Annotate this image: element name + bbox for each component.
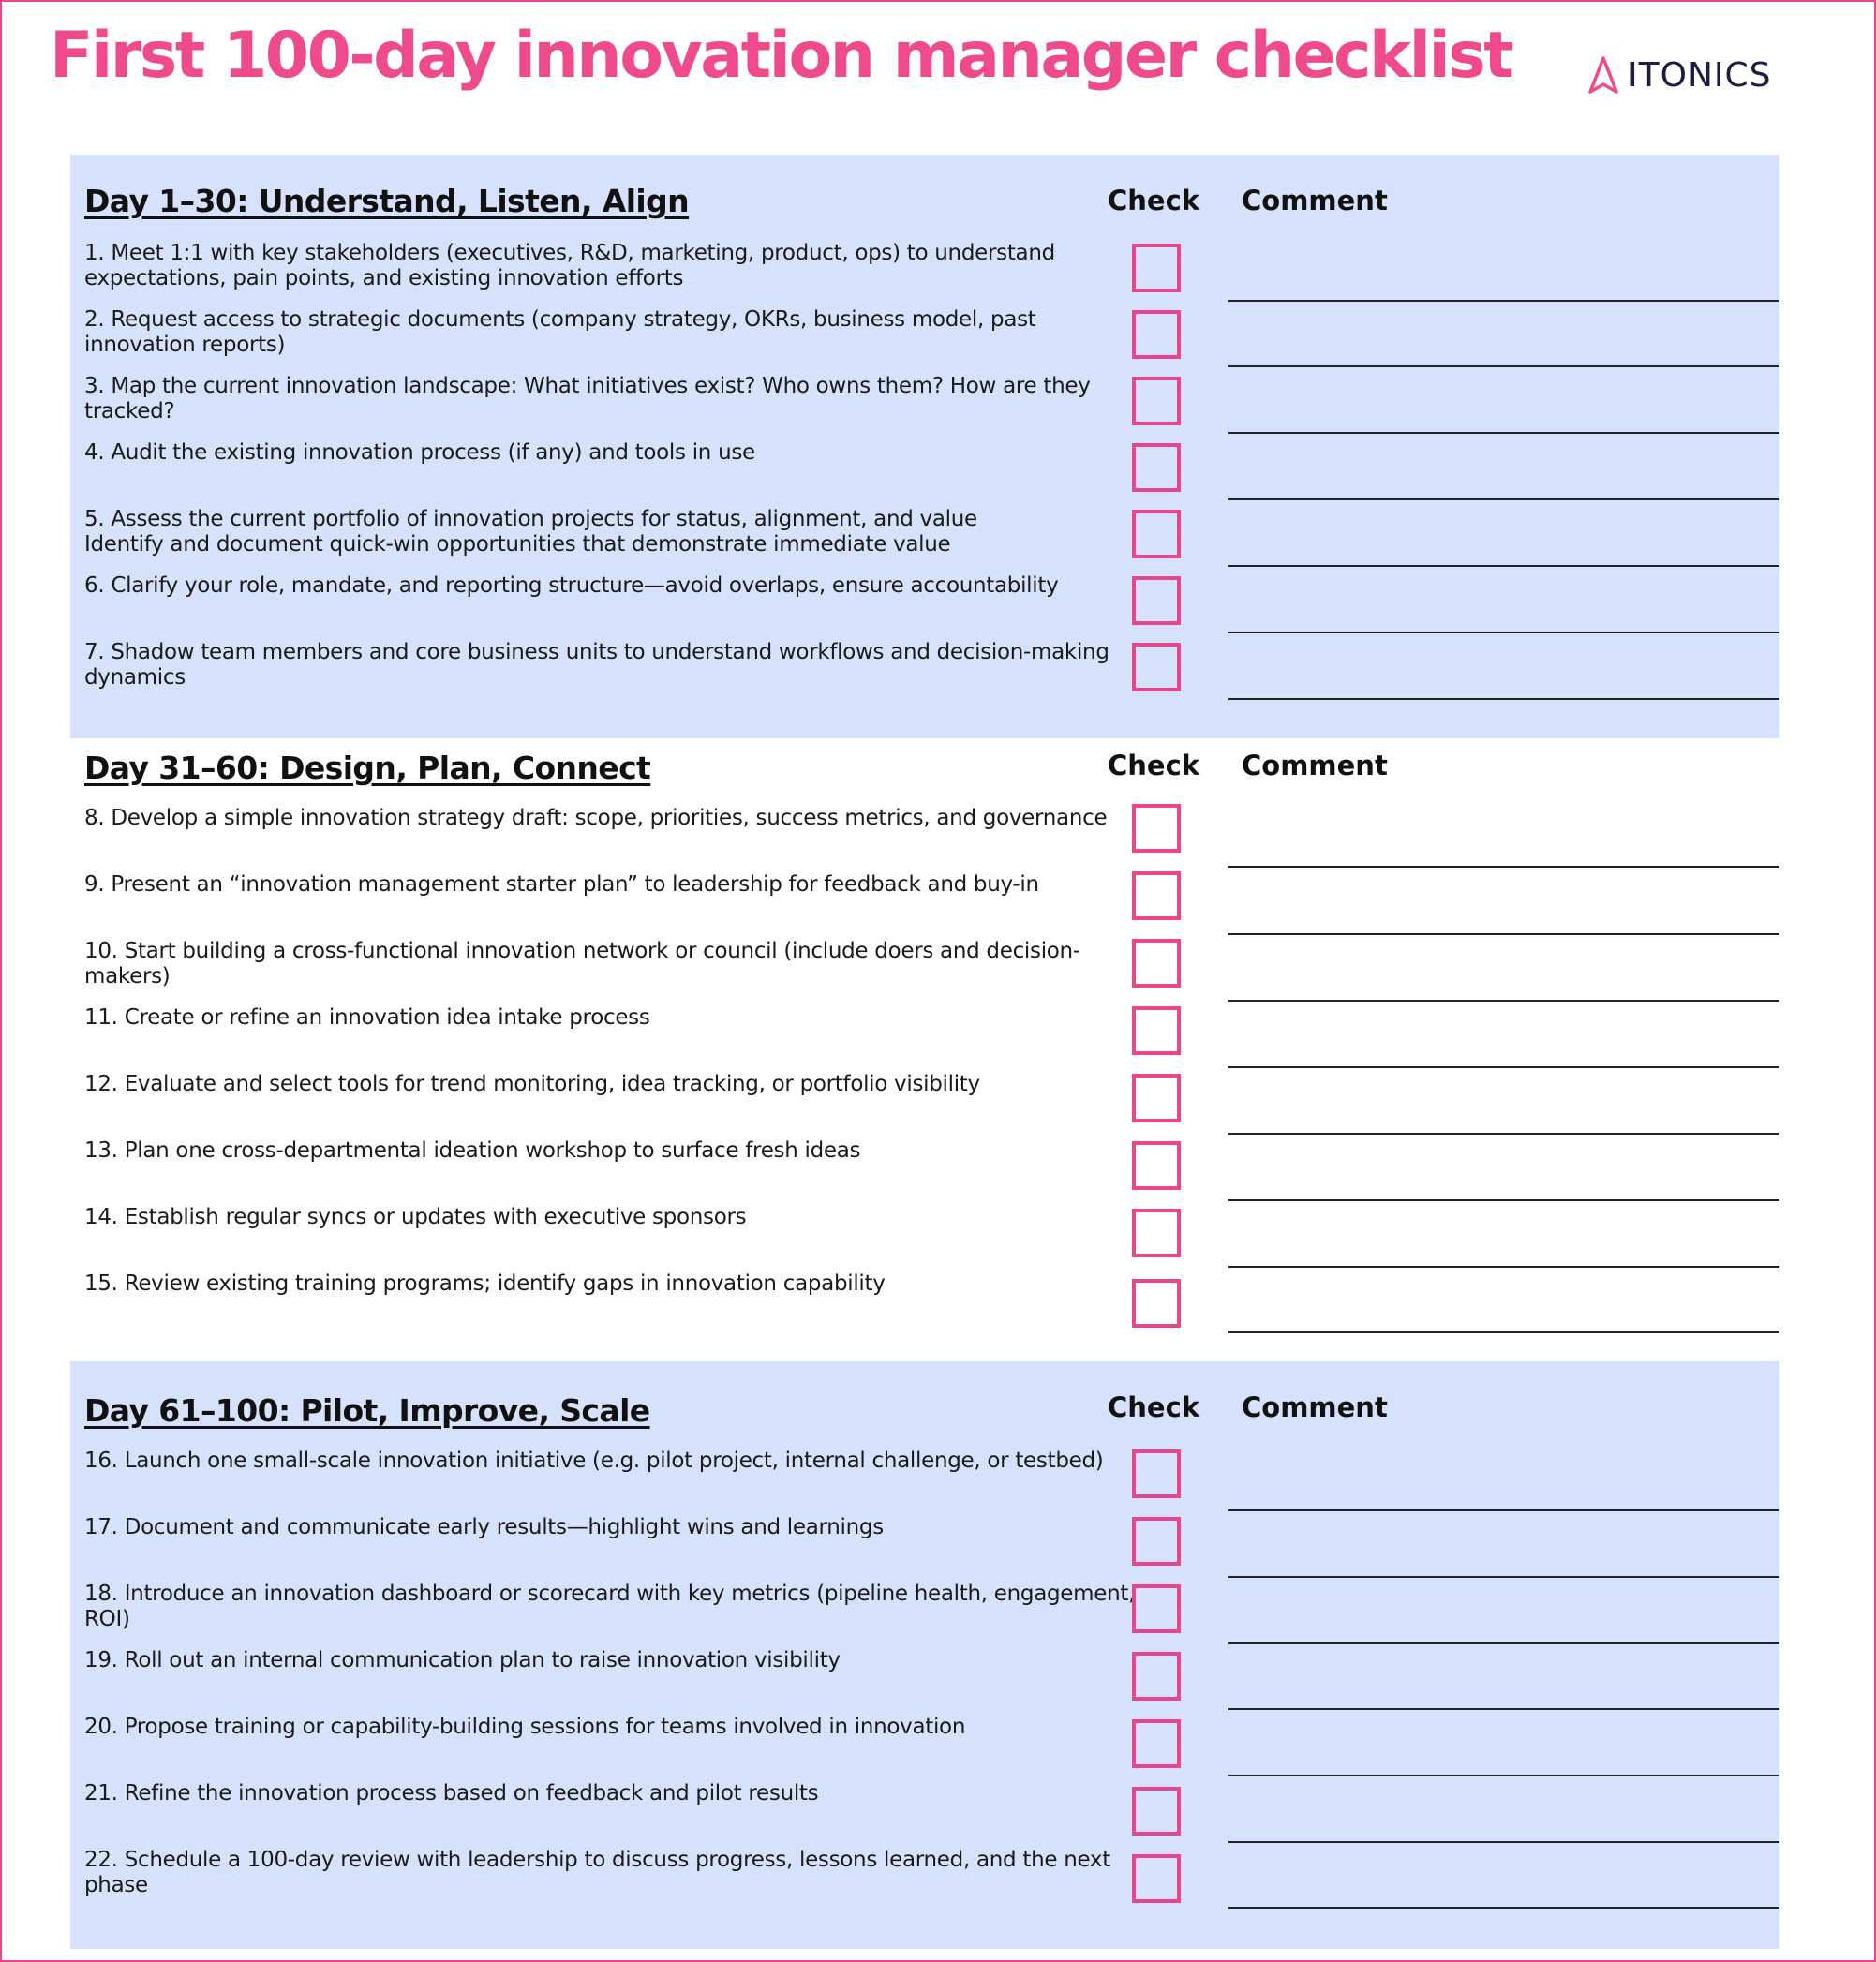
comment-line[interactable] — [1228, 565, 1779, 567]
check-box[interactable] — [1132, 1517, 1181, 1566]
check-box[interactable] — [1132, 1006, 1181, 1055]
itonics-logo-icon — [1588, 56, 1618, 94]
checklist-item-text: 10. Start building a cross-functional innovation network or council (include doers and decision-makers) — [84, 939, 1080, 988]
check-box[interactable] — [1132, 1652, 1181, 1701]
comment-line[interactable] — [1228, 1775, 1779, 1776]
comment-column-header: Comment — [1242, 185, 1388, 216]
comment-line[interactable] — [1228, 933, 1779, 935]
page-title: First 100-day innovation manager checklist — [50, 19, 1512, 93]
check-box[interactable] — [1132, 310, 1181, 359]
check-box[interactable] — [1132, 1584, 1181, 1633]
comment-column-header: Comment — [1242, 750, 1388, 781]
comment-line[interactable] — [1228, 1000, 1779, 1002]
comment-line[interactable] — [1228, 432, 1779, 434]
check-box[interactable] — [1132, 1787, 1181, 1836]
comment-line[interactable] — [1228, 365, 1779, 367]
checklist-item-text: 21. Refine the innovation process based on feedback and pilot results — [84, 1781, 819, 1806]
comment-line[interactable] — [1228, 1907, 1779, 1909]
comment-line[interactable] — [1228, 300, 1779, 302]
comment-line[interactable] — [1228, 1708, 1779, 1710]
logo-text: ITONICS — [1628, 55, 1772, 95]
comment-line[interactable] — [1228, 866, 1779, 868]
section-title: Day 31–60: Design, Plan, Connect — [84, 750, 651, 786]
checklist-item-text: 22. Schedule a 100-day review with leadership to discuss progress, lessons learned, and the next phase — [84, 1848, 1110, 1897]
checklist-item-text: 5. Assess the current portfolio of innovation projects for status, alignment, and value Identify and document quick-win opportunities that demonstrate immediate value — [84, 507, 977, 557]
comment-line[interactable] — [1228, 1576, 1779, 1578]
check-box[interactable] — [1132, 1209, 1181, 1257]
comment-line[interactable] — [1228, 1642, 1779, 1644]
checklist-item-text: 17. Document and communicate early results—highlight wins and learnings — [84, 1515, 884, 1539]
check-column-header: Check — [1108, 185, 1200, 216]
checklist-item-text: 20. Propose training or capability-building sessions for teams involved in innovation — [84, 1715, 966, 1739]
check-box[interactable] — [1132, 510, 1181, 558]
comment-line[interactable] — [1228, 498, 1779, 500]
check-box[interactable] — [1132, 939, 1181, 988]
checklist-section-1 — [70, 155, 1779, 738]
check-box[interactable] — [1132, 377, 1181, 425]
checklist-item-text: 15. Review existing training programs; identify gaps in innovation capability — [84, 1271, 886, 1296]
check-box[interactable] — [1132, 1279, 1181, 1328]
checklist-item-text: 12. Evaluate and select tools for trend monitoring, idea tracking, or portfolio visibility — [84, 1072, 980, 1096]
checklist-item-text: 4. Audit the existing innovation process (if any) and tools in use — [84, 440, 755, 465]
checklist-item-text: 1. Meet 1:1 with key stakeholders (executives, R&D, marketing, product, ops) to understand expectations, pain points, and existing innovation efforts — [84, 241, 1055, 290]
itonics-logo — [1588, 52, 1771, 97]
section-title: Day 1–30: Understand, Listen, Align — [84, 183, 690, 219]
checklist-item-text: 18. Introduce an innovation dashboard or scorecard with key metrics (pipeline health, engagement, ROI) — [84, 1582, 1136, 1631]
comment-line[interactable] — [1228, 1199, 1779, 1201]
checklist-item-text: 6. Clarify your role, mandate, and reporting structure—avoid overlaps, ensure accountability — [84, 573, 1059, 598]
check-column-header: Check — [1108, 750, 1200, 781]
checklist-item-text: 11. Create or refine an innovation idea intake process — [84, 1005, 650, 1030]
comment-line[interactable] — [1228, 1266, 1779, 1268]
checklist-item-text: 19. Roll out an internal communication plan to raise innovation visibility — [84, 1648, 841, 1672]
checklist-item-text: 9. Present an “innovation management starter plan” to leadership for feedback and buy-in — [84, 872, 1039, 897]
check-box[interactable] — [1132, 1719, 1181, 1768]
comment-line[interactable] — [1228, 1841, 1779, 1843]
check-box[interactable] — [1132, 1854, 1181, 1903]
checklist-item-text: 3. Map the current innovation landscape: What initiatives exist? Who owns them? How are they tracked? — [84, 374, 1091, 424]
check-column-header: Check — [1108, 1391, 1200, 1423]
comment-line[interactable] — [1228, 1509, 1779, 1511]
check-box[interactable] — [1132, 643, 1181, 691]
check-box[interactable] — [1132, 1449, 1181, 1498]
checklist-item-text: 7. Shadow team members and core business units to understand workflows and decision-making dynamics — [84, 640, 1109, 690]
checklist-item-text: 16. Launch one small-scale innovation initiative (e.g. pilot project, internal challenge, or testbed) — [84, 1449, 1104, 1473]
check-box[interactable] — [1132, 1141, 1181, 1190]
comment-line[interactable] — [1228, 1331, 1779, 1333]
section-title: Day 61–100: Pilot, Improve, Scale — [84, 1392, 650, 1429]
comment-line[interactable] — [1228, 1133, 1779, 1135]
comment-line[interactable] — [1228, 632, 1779, 633]
check-box[interactable] — [1132, 804, 1181, 853]
check-box[interactable] — [1132, 443, 1181, 492]
checklist-section-3 — [70, 1361, 1779, 1949]
comment-line[interactable] — [1228, 1066, 1779, 1068]
checklist-item-text: 8. Develop a simple innovation strategy draft: scope, priorities, success metrics, and governance — [84, 806, 1108, 830]
check-box[interactable] — [1132, 244, 1181, 292]
comment-line[interactable] — [1228, 698, 1779, 700]
check-box[interactable] — [1132, 1074, 1181, 1122]
comment-column-header: Comment — [1242, 1391, 1388, 1423]
check-box[interactable] — [1132, 871, 1181, 920]
checklist-item-text: 13. Plan one cross-departmental ideation workshop to surface fresh ideas — [84, 1138, 861, 1163]
checklist-section-2 — [70, 738, 1779, 1361]
checklist-item-text: 14. Establish regular syncs or updates with executive sponsors — [84, 1205, 747, 1229]
checklist-item-text: 2. Request access to strategic documents (company strategy, OKRs, business model, past innovation reports) — [84, 307, 1036, 357]
check-box[interactable] — [1132, 576, 1181, 625]
